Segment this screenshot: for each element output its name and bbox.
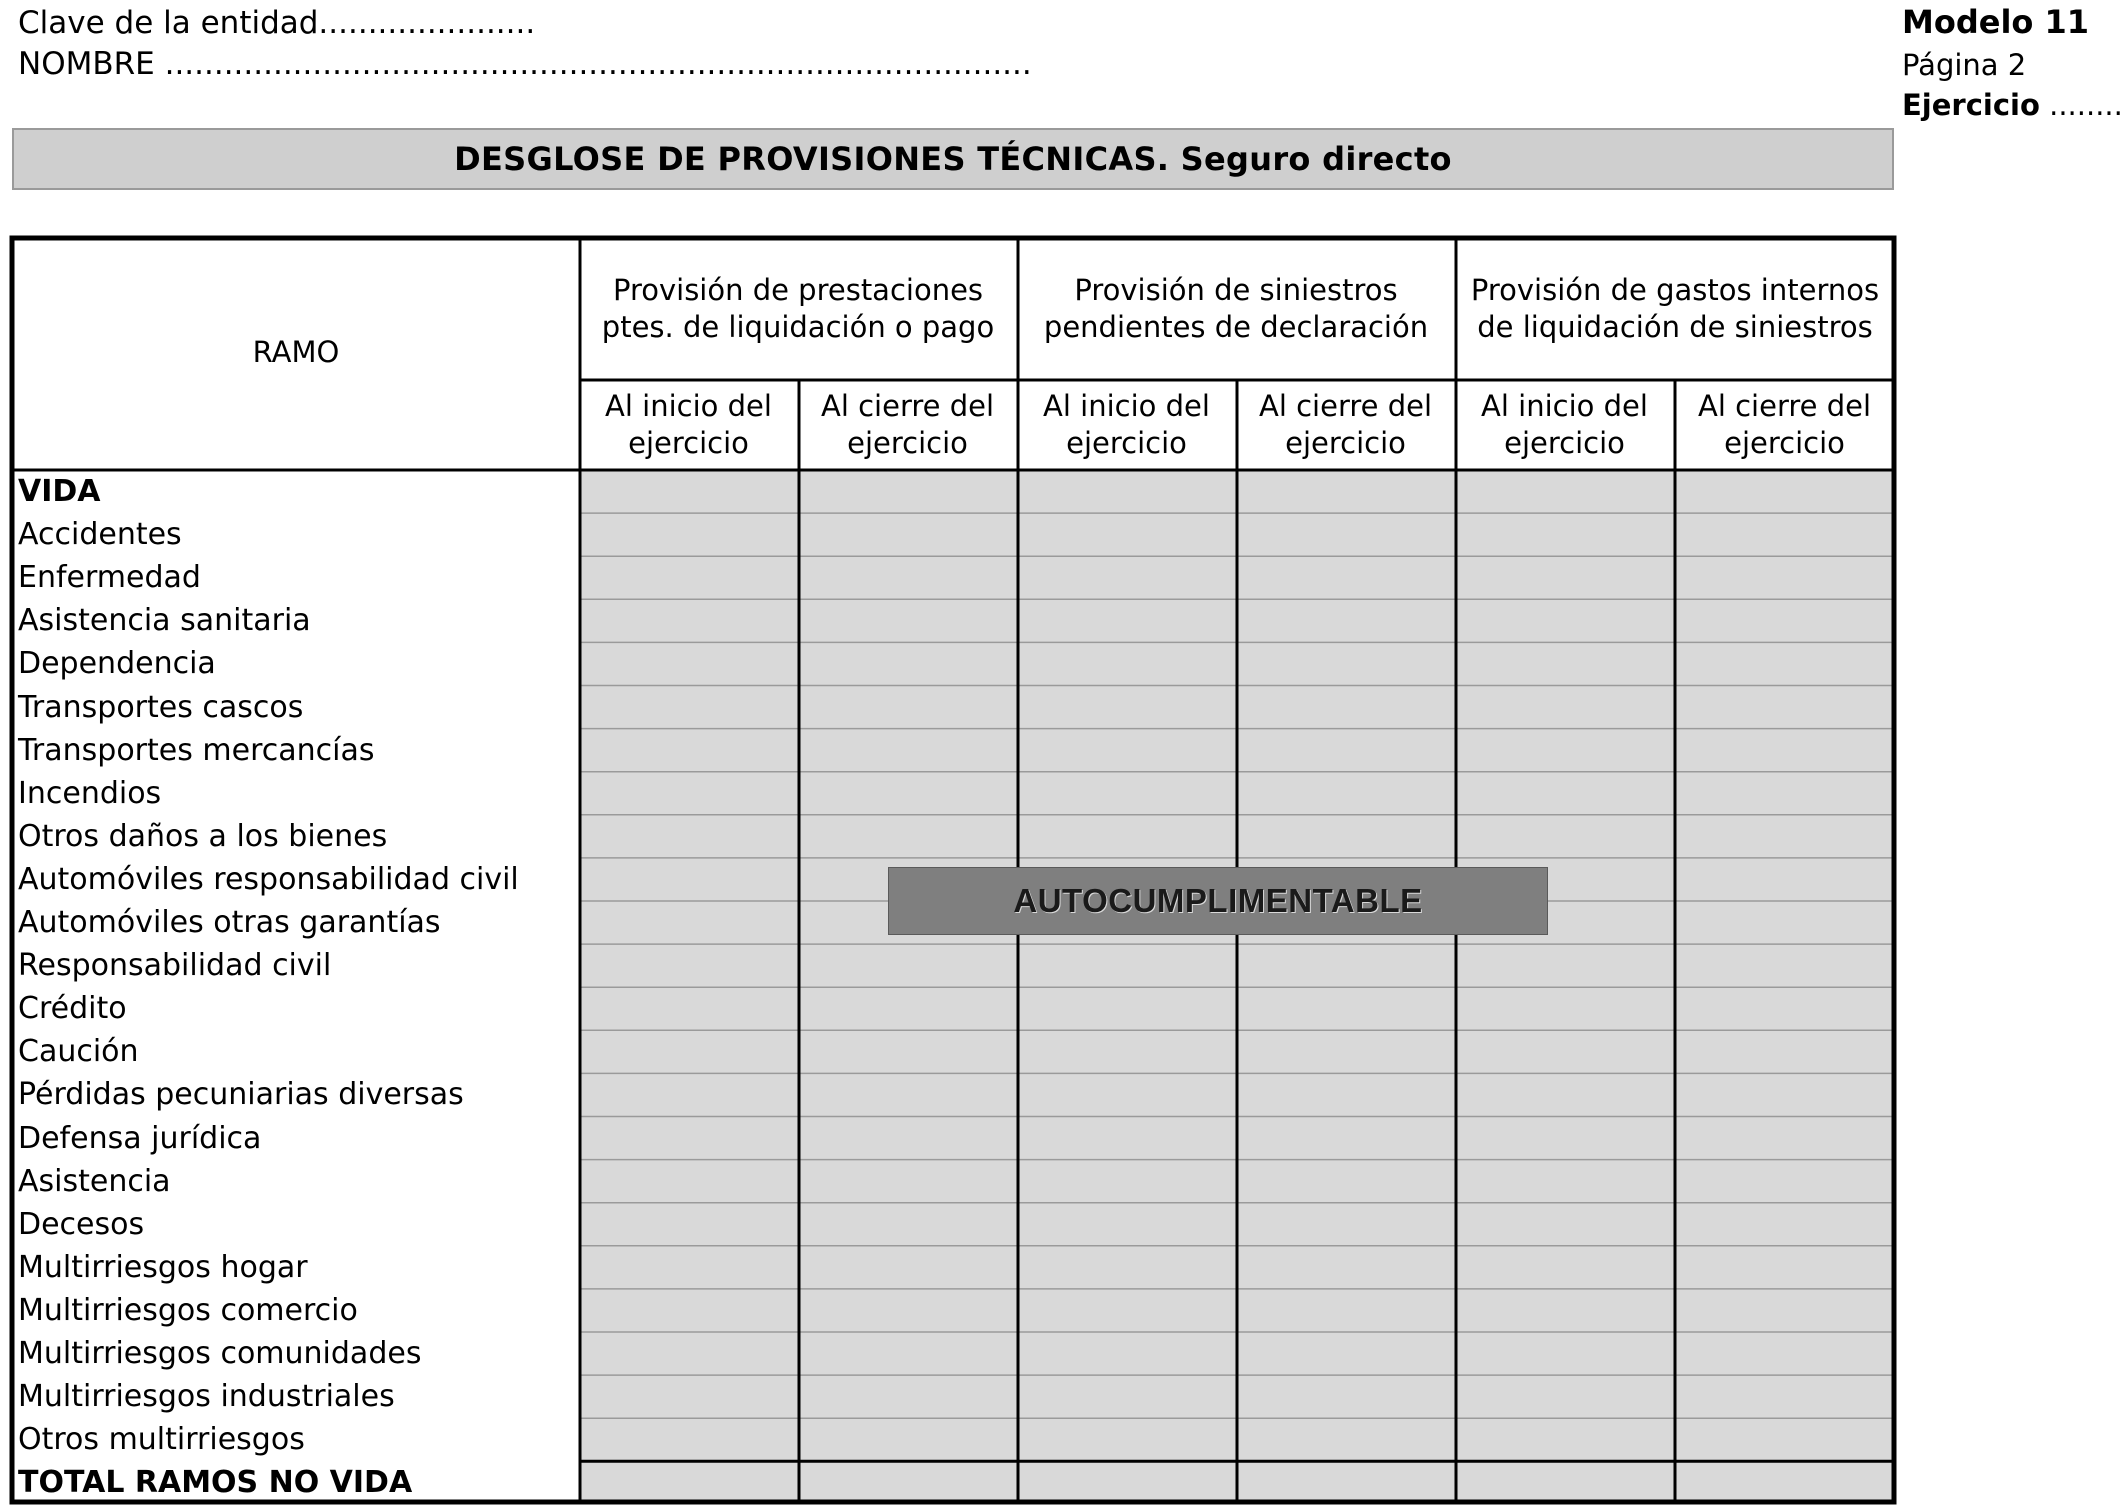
ramo-header: RAMO — [252, 335, 340, 369]
ramo-row-label: Enfermedad — [18, 560, 201, 596]
ramo-row-label: Decesos — [18, 1206, 145, 1242]
group-header-gastos — [1456, 272, 1894, 346]
subcol-header — [1237, 388, 1454, 462]
ramo-row-label: Asistencia — [18, 1163, 171, 1199]
ramo-row-label: Transportes mercancías — [18, 732, 375, 768]
group-header-line: Provisión de siniestros — [1074, 273, 1398, 307]
model-number: Modelo 11 — [1902, 3, 2090, 41]
subcol-header-line: Al inicio del — [1043, 389, 1210, 423]
group-header-line: ptes. de liquidación o pago — [601, 310, 995, 344]
group-header-line: pendientes de declaración — [1043, 310, 1429, 344]
page-number: Página 2 — [1902, 48, 2027, 82]
subcol-header-line: ejercicio — [847, 426, 968, 460]
ramo-row-label: VIDA — [18, 474, 101, 509]
section-title: DESGLOSE DE PROVISIONES TÉCNICAS. Seguro directo — [12, 128, 1894, 190]
subcol-header — [799, 388, 1016, 462]
ramo-row-label: Responsabilidad civil — [18, 948, 332, 984]
exercise-label: Ejercicio — [1902, 88, 2040, 122]
ramo-row-label: Multirriesgos comercio — [18, 1292, 358, 1328]
group-header-line: Provisión de gastos internos — [1470, 273, 1880, 307]
subcol-header — [580, 388, 797, 462]
ramo-row-label: Crédito — [18, 991, 127, 1027]
subcol-header-line: ejercicio — [1724, 426, 1845, 460]
ramo-row-label: Incendios — [18, 775, 162, 811]
ramo-row-label: Automóviles otras garantías — [18, 905, 441, 940]
ramo-row-label: Multirriesgos comunidades — [18, 1336, 422, 1371]
group-header-line: de liquidación de siniestros — [1477, 310, 1873, 344]
ramo-row-label: Otros daños a los bienes — [18, 818, 388, 854]
ramo-row-label: TOTAL RAMOS NO VIDA — [18, 1465, 413, 1501]
group-header-line: Provisión de prestaciones — [612, 273, 984, 307]
subcol-header — [1675, 388, 1894, 462]
subcol-header-line: Al inicio del — [605, 389, 772, 423]
subcol-header — [1456, 388, 1673, 462]
subcol-header-line: Al inicio del — [1481, 389, 1648, 423]
subcol-header — [1018, 388, 1235, 462]
ramo-row-label: Defensa jurídica — [18, 1120, 262, 1156]
ramo-row-label: Otros multirriesgos — [18, 1422, 305, 1458]
autofill-banner: AUTOCUMPLIMENTABLE — [888, 867, 1548, 935]
subcol-header-line: ejercicio — [1066, 426, 1187, 460]
entity-name-field: NOMBRE ........................................................................................ — [18, 46, 1032, 82]
subcol-header-line: Al cierre del — [820, 389, 995, 423]
subcol-header-line: ejercicio — [628, 426, 749, 460]
ramo-row-label: Dependencia — [18, 646, 216, 682]
ramo-row-label: Automóviles responsabilidad civil — [18, 861, 519, 897]
subcol-header-line: Al cierre del — [1258, 389, 1433, 423]
ramo-row-label: Transportes cascos — [18, 689, 304, 725]
subcol-header-line: ejercicio — [1285, 426, 1406, 460]
subcol-header-line: ejercicio — [1504, 426, 1625, 460]
group-header-prestaciones — [580, 272, 1016, 346]
exercise-dots: ........ — [2049, 88, 2123, 122]
ramo-row-label: Accidentes — [18, 517, 182, 553]
ramo-row-label: Caución — [18, 1034, 139, 1070]
ramo-row-label: Pérdidas pecuniarias diversas — [18, 1077, 464, 1113]
subcol-header-line: Al cierre del — [1697, 389, 1872, 423]
entity-key-field: Clave de la entidad...................... — [18, 5, 536, 41]
ramo-row-label: Multirriesgos industriales — [18, 1379, 395, 1415]
ramo-row-label: Multirriesgos hogar — [18, 1249, 308, 1285]
group-header-siniestros — [1018, 272, 1454, 346]
ramo-row-label: Asistencia sanitaria — [18, 603, 311, 639]
